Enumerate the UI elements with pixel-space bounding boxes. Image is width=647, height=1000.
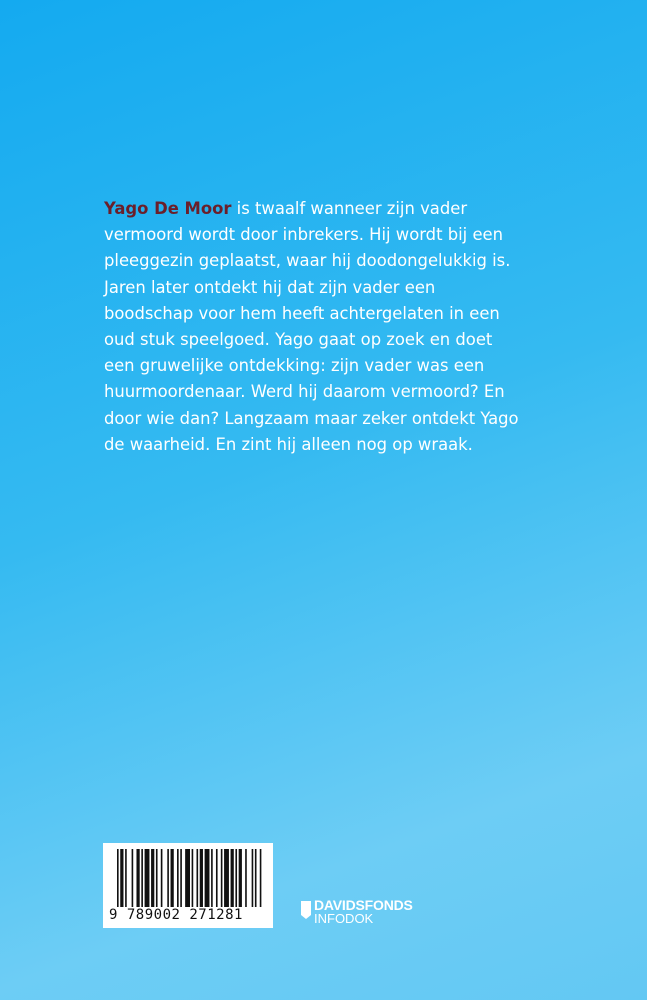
isbn-barcode [103, 843, 273, 928]
publisher-logo [301, 898, 413, 926]
isbn-digits: 9 789002 271281 [109, 907, 243, 923]
protagonist-name: Yago De Moor [104, 199, 232, 218]
publisher-name: DAVIDSFONDS [314, 897, 413, 913]
back-cover-blurb [104, 196, 524, 458]
publisher-imprint: INFODOK [314, 911, 374, 926]
davidsfonds-logo-icon [301, 901, 311, 919]
blurb-text: is twaalf wanneer zijn vader vermoord wordt door inbrekers. Hij wordt bij een pleeggezin geplaatst, waar hij doodongelukkig is. Jaren later ontdekt hij dat zijn vader een boodschap voor hem heeft achtergelaten in een oud stuk speelgoed. Yago gaat op zoek en doet een gruwelijke ontdekking: zijn vader was een huurmoordenaar. Werd hij daarom vermoord? En door wie dan? Langzaam maar zeker ontdekt Yago de waarheid. En zint hij alleen nog op wraak. [104, 199, 519, 454]
barcode-bars [117, 849, 263, 907]
